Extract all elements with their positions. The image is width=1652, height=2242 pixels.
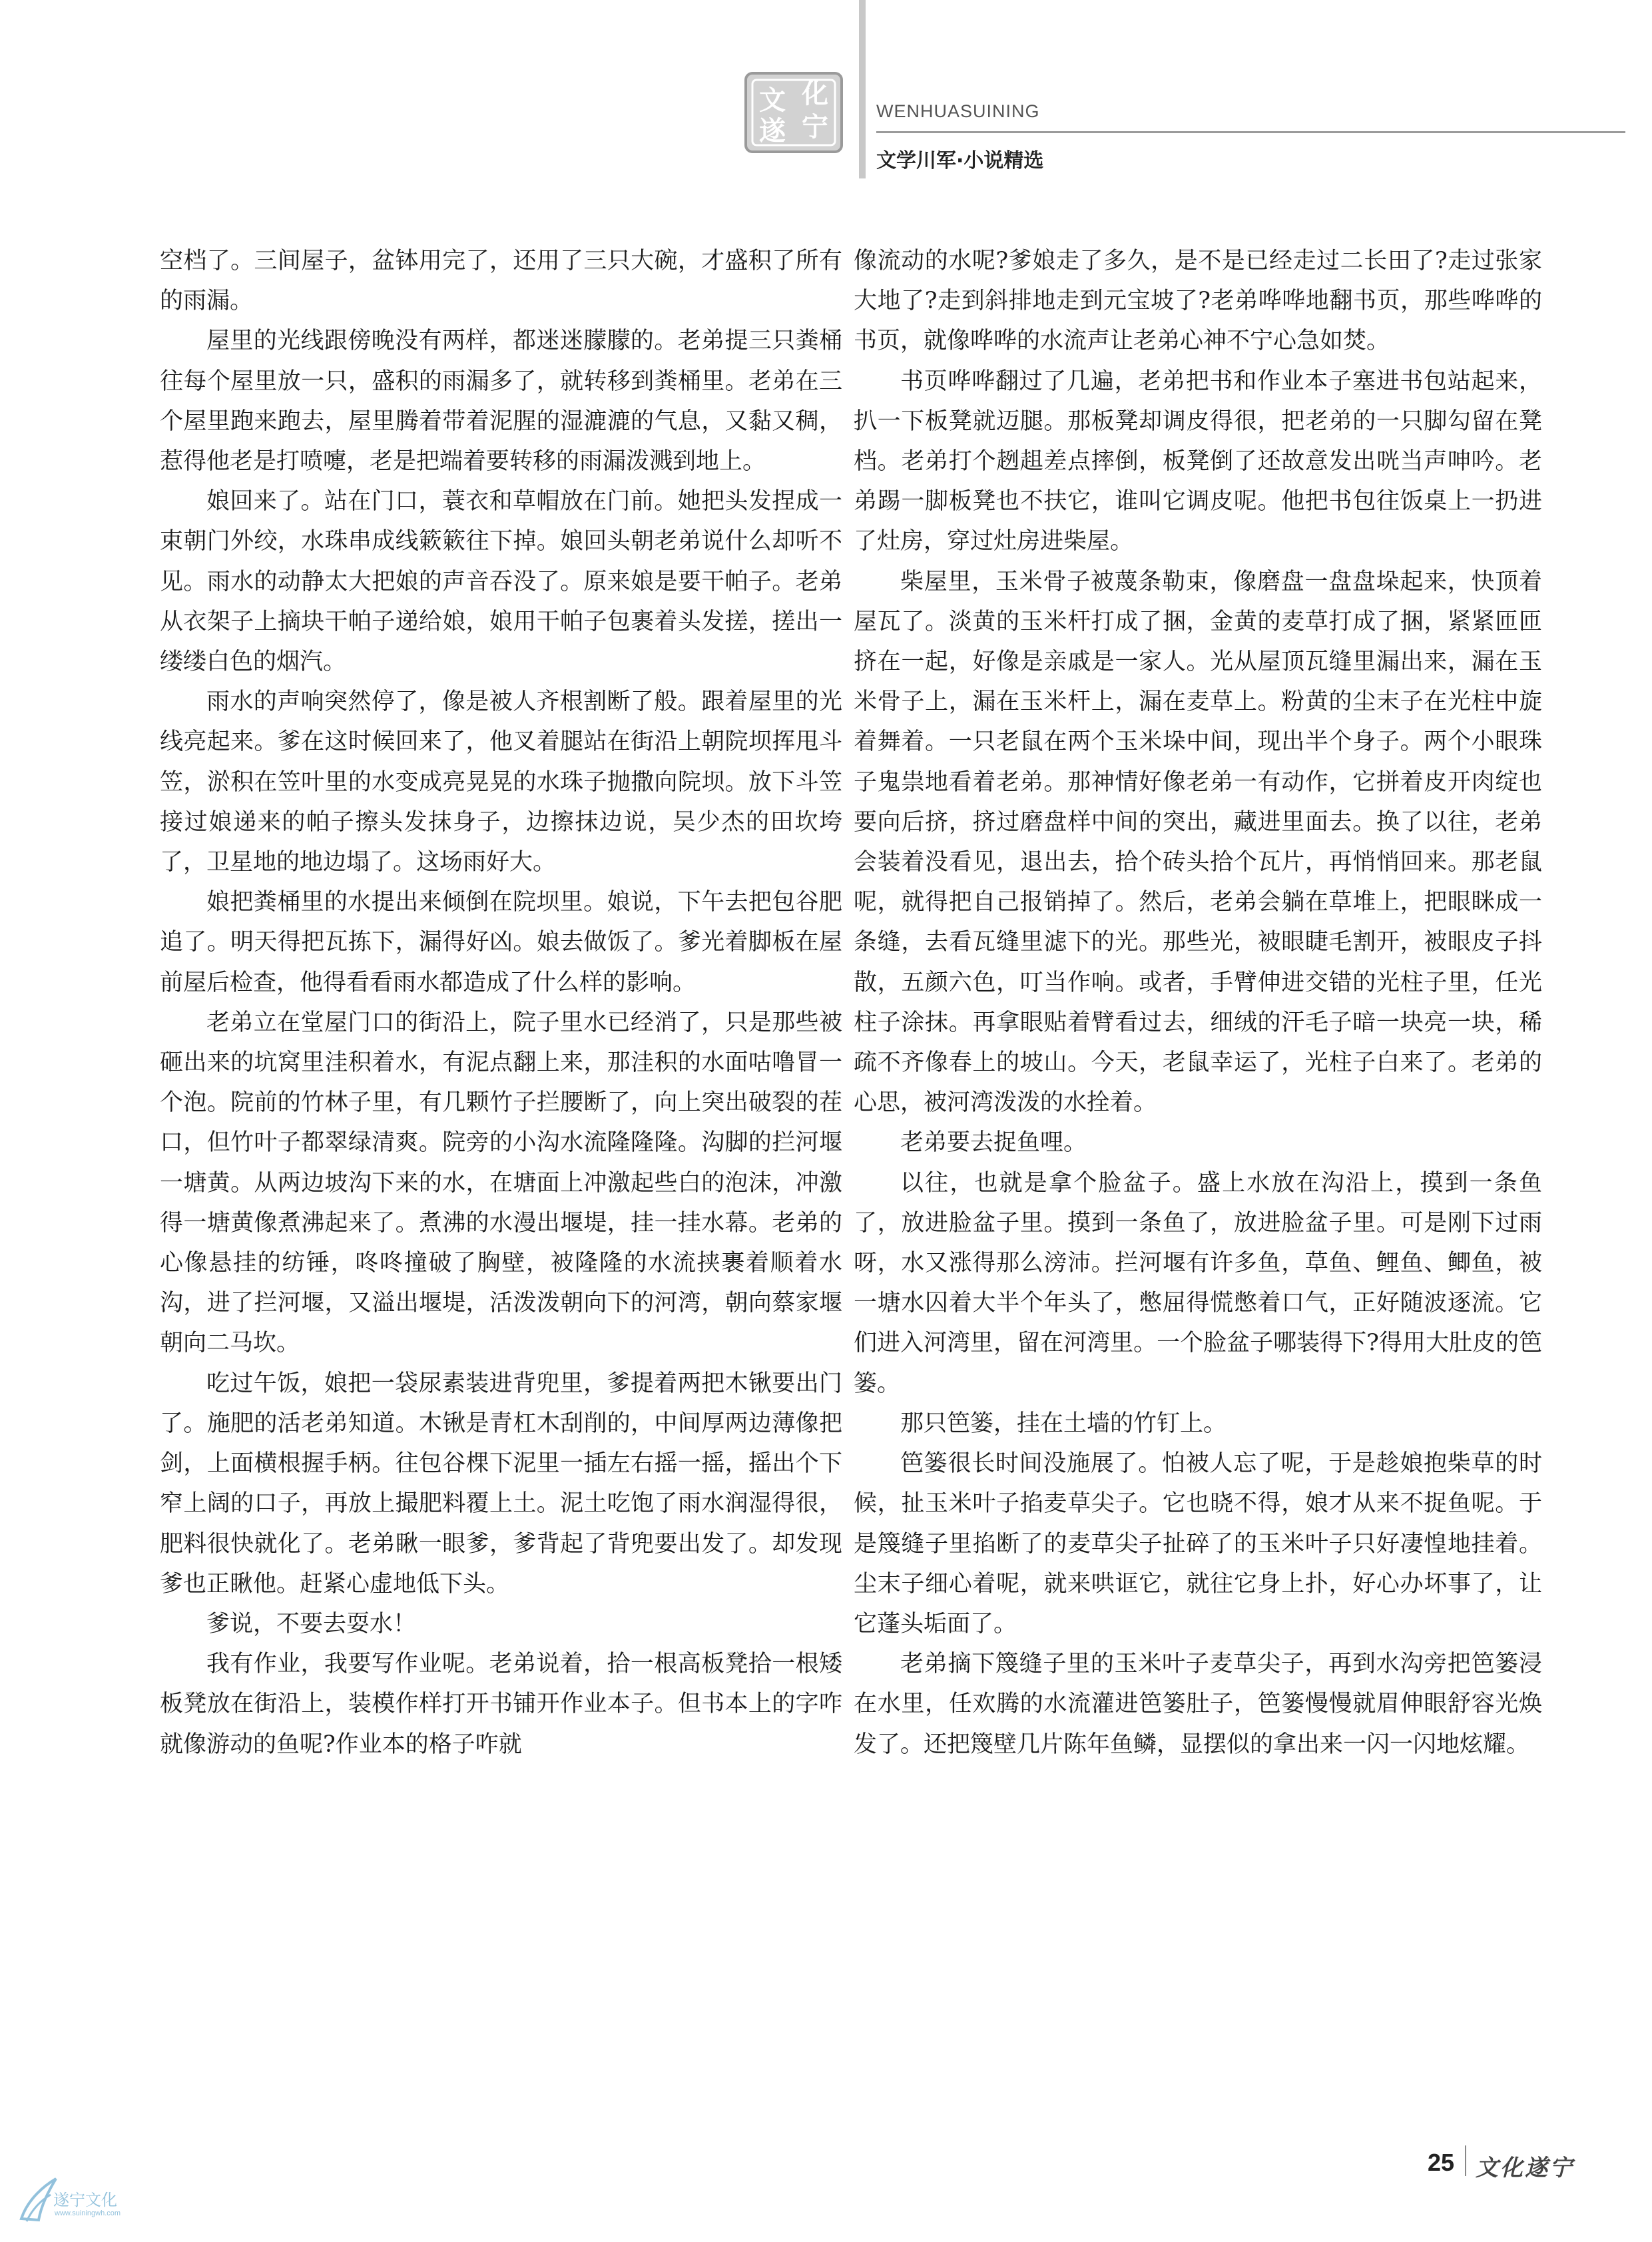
left-text-column	[160, 241, 842, 1765]
wenhua-suining-logo	[740, 61, 847, 161]
watermark-url: www.suiningwh.com	[55, 2209, 121, 2217]
header-english-title: WENHUASUINING	[876, 101, 1040, 121]
paragraph: 雨水的声响突然停了，像是被人齐根割断了般。跟着屋里的光线亮起来。爹在这时候回来了，他叉着腿站在街沿上朝院坝挥甩斗笠，淤积在笠叶里的水变成亮晃晃的水珠子抛撒向院坝。放下斗笠接过娘递来的帕子擦头发抹身子，边擦抹边说，吴少杰的田坎垮了，卫星地的地边塌了。这场雨好大。	[160, 689, 842, 876]
page-number: 25	[1428, 2149, 1455, 2176]
paragraph: 那只笆篓，挂在土墙的竹钉上。	[900, 1410, 1227, 1437]
paragraph: 屋里的光线跟傍晚没有两样，都迷迷朦朦的。老弟提三只粪桶往每个屋里放一只，盛积的雨漏多了，就转移到粪桶里。老弟在三个屋里跑来跑去，屋里腾着带着泥腥的湿漉漉的气息，又黏又稠，惹得他老是打喷嚏，老是把端着要转移的雨漏泼溅到地上。	[160, 328, 842, 475]
paragraph: 以往，也就是拿个脸盆子。盛上水放在沟沿上，摸到一条鱼了，放进脸盆子里。摸到一条鱼了，放进脸盆子里。可是刚下过雨呀，水又涨得那么滂沛。拦河堰有许多鱼，草鱼、鲤鱼、鲫鱼，被一塘水囚着大半个年头了，憋屈得慌憋着口气，正好随波逐流。它们进入河湾里，留在河湾里。一个脸盆子哪装得下?得用大肚皮的笆篓。	[854, 1169, 1542, 1397]
header-divider	[876, 131, 1625, 133]
header-vertical-rule	[859, 0, 866, 178]
header-section-title: 文学川军·小说精选	[876, 149, 1044, 172]
paragraph: 柴屋里，玉米骨子被蔑条勒束，像磨盘一盘盘垛起来，快顶着屋瓦了。淡黄的玉米杆打成了捆，金黄的麦草打成了捆，紧紧匝匝挤在一起，好像是亲戚是一家人。光从屋顶瓦缝里漏出来，漏在玉米骨子上，漏在玉米杆上，漏在麦草上。粉黄的尘末子在光柱中旋着舞着。一只老鼠在两个玉米垛中间，现出半个身子。两个小眼珠子鬼祟地看着老弟。那神情好像老弟一有动作，它拼着皮开肉绽也要向后挤，挤过磨盘样中间的突出，藏进里面去。换了以往，老弟会装着没看见，退出去，拾个砖头拾个瓦片，再悄悄回来。那老鼠呢，就得把自己报销掉了。然后，老弟会躺在草堆上，把眼眯成一条缝，去看瓦缝里滤下的光。那些光，被眼睫毛割开，被眼皮子抖散，五颜六色，叮当作响。或者，手臂伸进交错的光柱子里，任光柱子涂抹。再拿眼贴着臂看过去，细绒的汗毛子暗一块亮一块，稀疏不齐像春上的坡山。今天，老鼠幸运了，光柱子白来了。老弟的心思，被河湾泼泼的水拴着。	[854, 568, 1542, 1117]
svg-text:宁: 宁	[802, 111, 828, 142]
paragraph: 空档了。三间屋子，盆钵用完了，还用了三只大碗，才盛积了所有的雨漏。	[160, 248, 842, 315]
paragraph: 娘回来了。站在门口，蓑衣和草帽放在门前。她把头发捏成一束朝门外绞，水珠串成线簌簌往下掉。娘回头朝老弟说什么却听不见。雨水的动静太大把娘的声音吞没了。原来娘是要干帕子。老弟从衣架子上摘块干帕子递给娘，娘用干帕子包裹着头发搓，搓出一缕缕白色的烟汽。	[160, 488, 842, 676]
paragraph: 爹说，不要去耍水！	[206, 1610, 417, 1637]
paragraph: 笆篓很长时间没施展了。怕被人忘了呢，于是趁娘抱柴草的时候，扯玉米叶子掐麦草尖子。它也晓不得，娘才从来不捉鱼呢。于是篾缝子里掐断了的麦草尖子扯碎了的玉米叶子只好凄惶地挂着。尘末子细心着呢，就来哄诓它，就往它身上扑，好心办坏事了，让它蓬头垢面了。	[854, 1450, 1542, 1637]
paragraph: 我有作业，我要写作业呢。老弟说着，拾一根高板凳拾一根矮板凳放在街沿上，装模作样打开书铺开作业本子。但书本上的字咋就像游动的鱼呢?作业本的格子咋就	[160, 1651, 842, 1758]
svg-text:遂: 遂	[759, 115, 786, 146]
svg-text:化: 化	[802, 78, 828, 109]
paragraph: 老弟摘下篾缝子里的玉米叶子麦草尖子，再到水沟旁把笆篓浸在水里，任欢腾的水流灌进笆篓肚子，笆篓慢慢就眉伸眼舒容光焕发了。还把篾壁几片陈年鱼鳞，显摆似的拿出来一闪一闪地炫耀。	[854, 1651, 1542, 1758]
paragraph: 书页哗哗翻过了几遍，老弟把书和作业本子塞进书包站起来，扒一下板凳就迈腿。那板凳却调皮得很，把老弟的一只脚勾留在凳档。老弟打个趔趄差点摔倒，板凳倒了还故意发出咣当声呻吟。老弟踢一脚板凳也不扶它，谁叫它调皮呢。他把书包往饭桌上一扔进了灶房，穿过灶房进柴屋。	[854, 368, 1542, 555]
paragraph: 娘把粪桶里的水提出来倾倒在院坝里。娘说，下午去把包谷肥追了。明天得把瓦拣下，漏得好凶。娘去做饭了。爹光着脚板在屋前屋后检查，他得看看雨水都造成了什么样的影响。	[160, 889, 842, 996]
watermark	[15, 2172, 148, 2239]
watermark-text: 遂宁文化	[53, 2191, 117, 2209]
paragraph: 吃过午饭，娘把一袋尿素装进背兜里，爹提着两把木锹要出门了。施肥的活老弟知道。木锹是青杠木刮削的，中间厚两边薄像把剑，上面横根握手柄。往包谷棵下泥里一插左右摇一摇，摇出个下窄上阔的口子，再放上撮肥料覆上土。泥土吃饱了雨水润湿得很，肥料很快就化了。老弟瞅一眼爹，爹背起了背兜要出发了。却发现爹也正瞅他。赶紧心虚地低下头。	[160, 1370, 842, 1597]
paragraph: 老弟立在堂屋门口的街沿上，院子里水已经消了，只是那些被砸出来的坑窝里洼积着水，有泥点翻上来，那洼积的水面咕噜冒一个泡。院前的竹林子里，有几颗竹子拦腰断了，向上突出破裂的茬口，但竹叶子都翠绿清爽。院旁的小沟水流隆隆隆。沟脚的拦河堰一塘黄。从两边坡沟下来的水，在塘面上冲激起些白的泡沫，冲激得一塘黄像煮沸起来了。煮沸的水漫出堰堤，挂一挂水幕。老弟的心像悬挂的纺锤，咚咚撞破了胸壁，被隆隆的水流挟裹着顺着水沟，进了拦河堰，又溢出堰堤，活泼泼朝向下的河湾，朝向蔡家堰朝向二马坎。	[160, 1009, 842, 1357]
paragraph: 老弟要去捉鱼哩。	[900, 1129, 1087, 1157]
paragraph: 像流动的水呢?爹娘走了多久，是不是已经走过二长田了?走过张家大地了?走到斜排地走到元宝坡了?老弟哗哗地翻书页，那些哗哗的书页，就像哗哗的水流声让老弟心神不宁心急如焚。	[854, 248, 1542, 355]
logo-stamp-icon	[740, 61, 847, 161]
footer-brand: 文化遂宁	[1476, 2155, 1574, 2181]
footer-divider	[1465, 2145, 1466, 2176]
right-text-column	[854, 241, 1542, 1765]
svg-text:文: 文	[759, 85, 786, 116]
